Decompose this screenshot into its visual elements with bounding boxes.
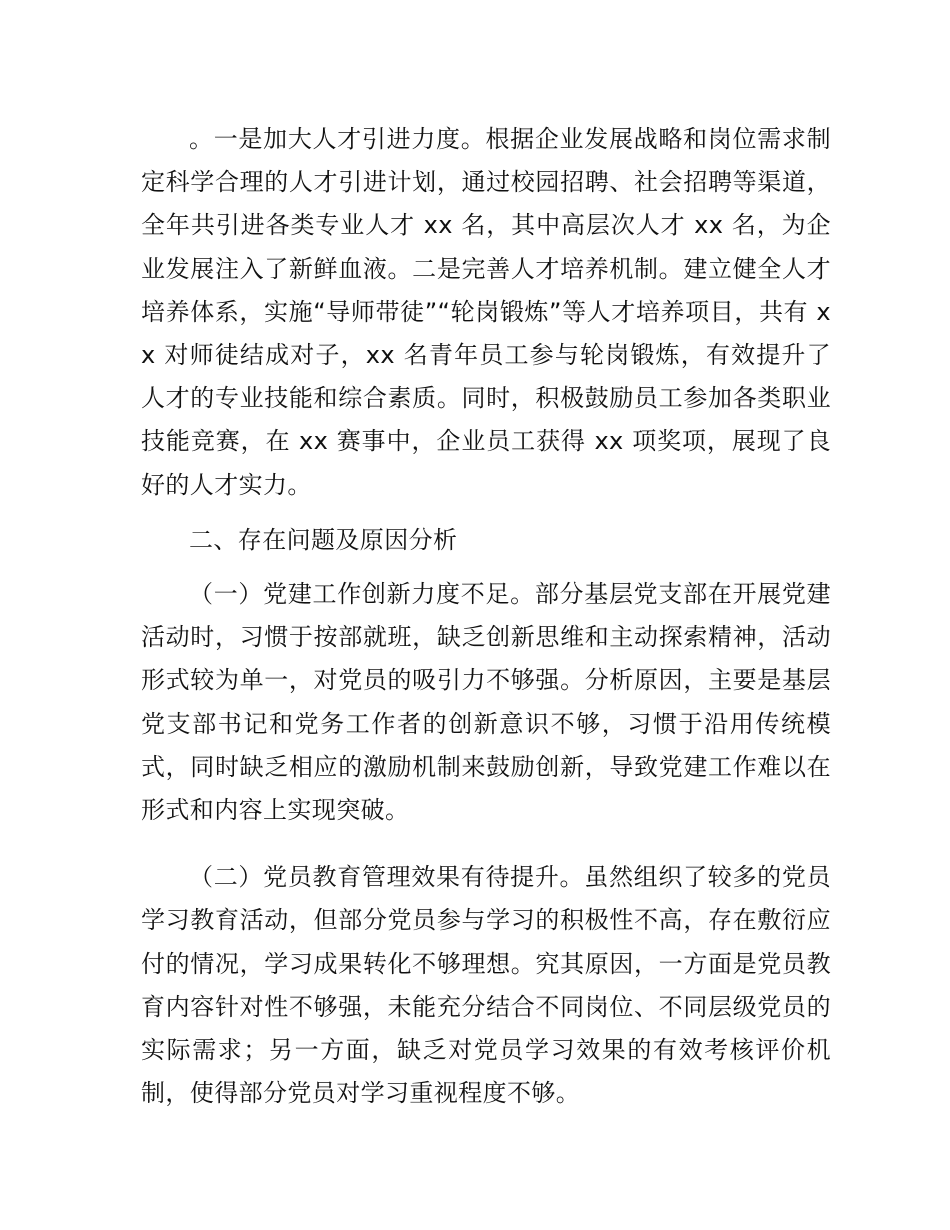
section-heading: 二、存在问题及原因分析	[189, 525, 458, 554]
talent-paragraph: 。一是加大人才引进力度。根据企业发展战略和岗位需求制定科学合理的人才引进计划，通过校园招聘、社会招聘等渠道，全年共引进各类专业人才 xx 名，其中高层次人才 xx 名，为企业发展注入了新鲜血液。二是完善人才培养机制。建立健全人才培养体系，实施“导师带徒”“轮岗锻炼”等人才培养项目，共有 xx 对师徒结成对子，xx 名青年员工参与轮岗锻炼，有效提升了人才的专业技能和综合素质。同时，积极鼓励员工参加各类职业技能竞赛，在 xx 赛事中，企业员工获得 xx 项奖项，展现了良好的人才实力。	[141, 125, 831, 499]
document-page	[141, 118, 831, 1115]
problem-one-paragraph: （一）党建工作创新力度不足。部分基层党支部在开展党建活动时，习惯于按部就班，缺乏创新思维和主动探索精神，活动形式较为单一，对党员的吸引力不够强。分析原因，主要是基层党支部书记和党务工作者的创新意识不够，习惯于沿用传统模式，同时缺乏相应的激励机制来鼓励创新，导致党建工作难以在形式和内容上实现突破。	[141, 580, 831, 825]
problem-two-paragraph: （二）党员教育管理效果有待提升。虽然组织了较多的党员学习教育活动，但部分党员参与学习的积极性不高，存在敷衍应付的情况，学习成果转化不够理想。究其原因，一方面是党员教育内容针对性不够强，未能充分结合不同岗位、不同层级党员的实际需求；另一方面，缺乏对党员学习效果的有效考核评价机制，使得部分党员对学习重视程度不够。	[141, 863, 831, 1108]
